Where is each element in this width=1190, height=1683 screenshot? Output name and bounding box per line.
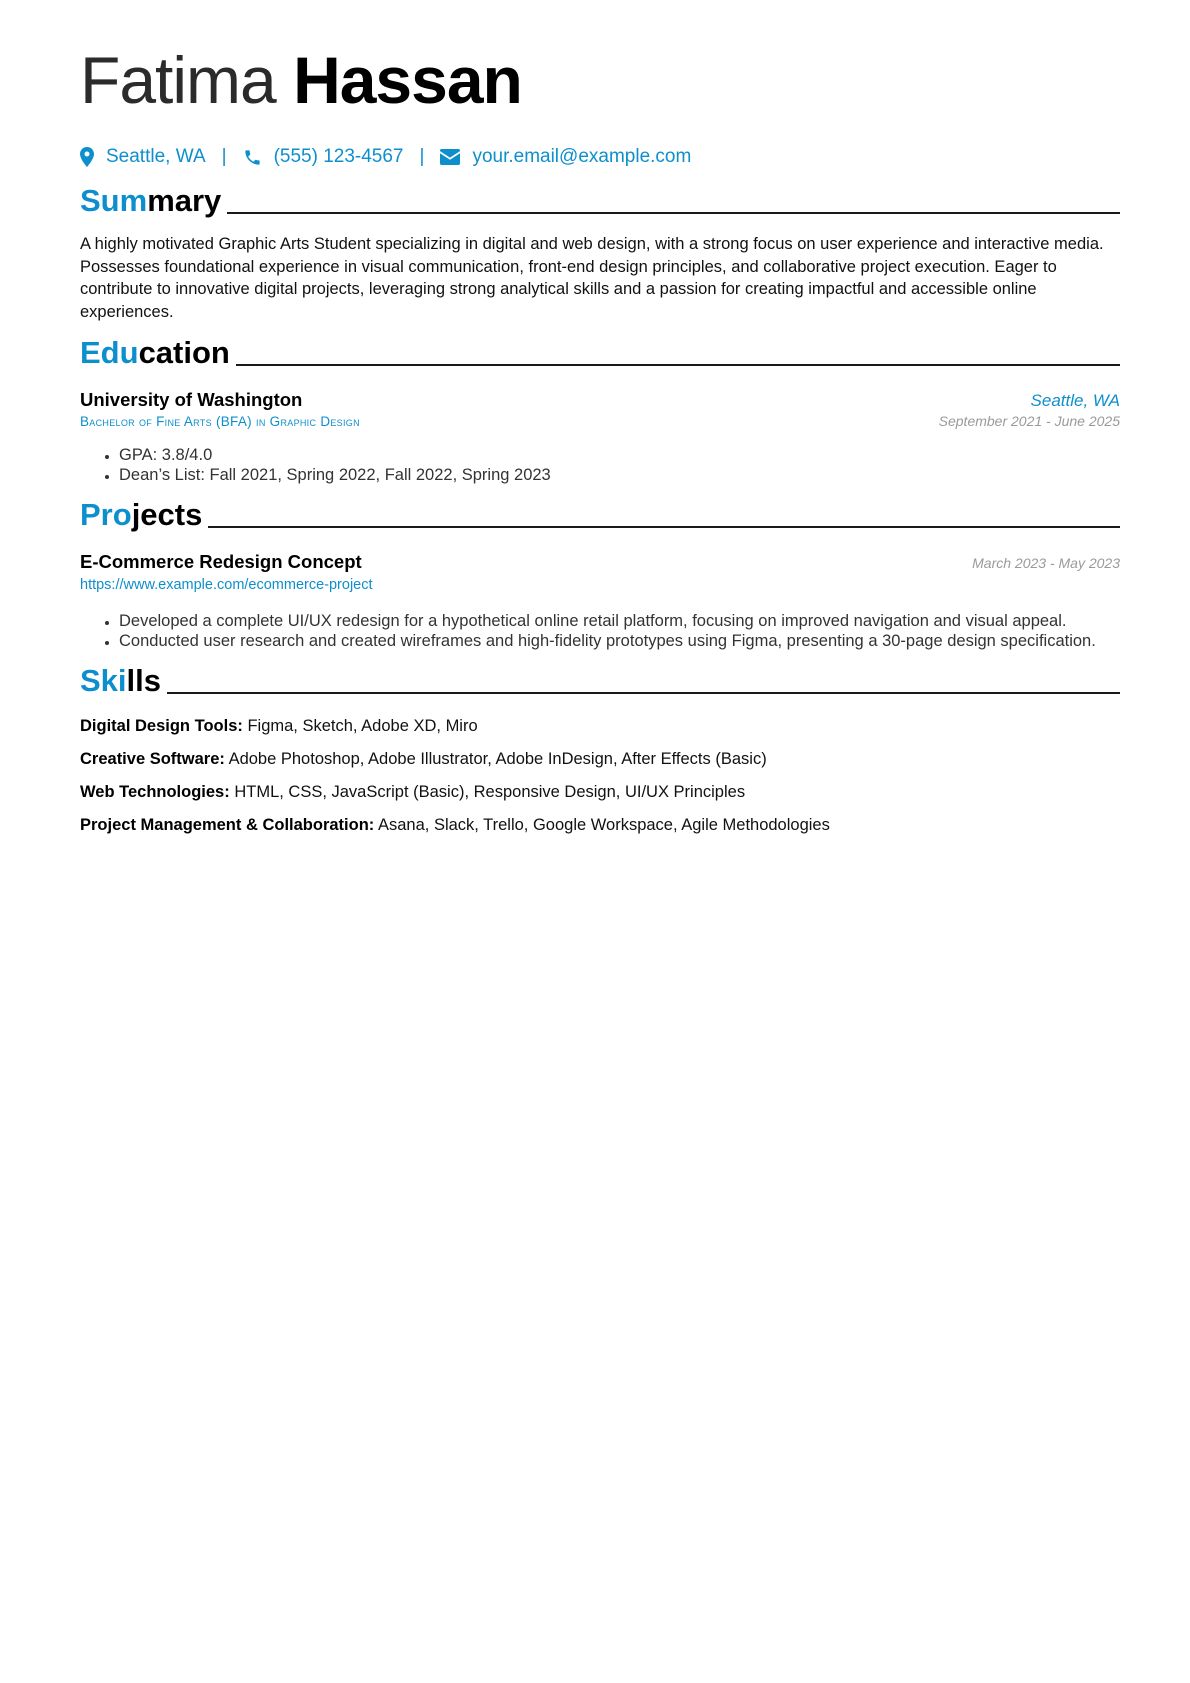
- section-divider: [227, 212, 1120, 214]
- skills-list: [80, 715, 1120, 836]
- section-title: Summary: [80, 183, 222, 218]
- project-dates: March 2023 - May 2023: [972, 555, 1120, 571]
- skill-row: Project Management & Collaboration: Asana, Slack, Trello, Google Workspace, Agile Methodologies: [80, 816, 830, 834]
- resume-page: [80, 40, 1120, 847]
- education-entry: [80, 389, 1120, 485]
- section-divider: [208, 526, 1120, 528]
- phone-icon: [243, 148, 262, 167]
- project-entry: [80, 551, 1120, 651]
- map-marker-icon: [80, 147, 94, 167]
- candidate-name: [80, 40, 1120, 120]
- section-title: Education: [80, 335, 230, 370]
- envelope-icon: [440, 149, 460, 165]
- skill-row: Web Technologies: HTML, CSS, JavaScript (Basic), Responsive Design, UI/UX Principles: [80, 783, 746, 801]
- section-divider: [167, 692, 1120, 694]
- project-title: E-Commerce Redesign Concept: [80, 551, 362, 572]
- project-link[interactable]: https://www.example.com/ecommerce-project: [80, 577, 373, 593]
- summary-section-heading: [80, 181, 1120, 219]
- contact-separator: |: [419, 146, 425, 167]
- list-item: • Dean’s List: Fall 2021, Spring 2022, Fall 2022, Spring 2023: [119, 465, 1120, 485]
- location-text: Seattle, WA: [106, 146, 206, 167]
- list-item: • Developed a complete UI/UX redesign for a hypothetical online retail platform, focusing on improved navigation and visual appeal.: [119, 611, 1120, 631]
- contact-location: [80, 146, 206, 168]
- project-bullets: [80, 611, 1120, 651]
- summary-text: A highly motivated Graphic Arts Student specializing in digital and web design, with a strong focus on user experience and interactive media. Possesses foundational experience in visual communication, front-end design principles, and collaborative project execution. Eager to contribute to innovative digital projects, leveraging strong analytical skills and a passion for creating impactful and accessible online experiences.: [80, 235, 1104, 321]
- list-item: • Conducted user research and created wireframes and high-fidelity prototypes using Figma, presenting a 30-page design specification.: [119, 631, 1120, 651]
- section-title: Projects: [80, 497, 203, 532]
- section-title: Skills: [80, 663, 161, 698]
- skill-row: Digital Design Tools: Figma, Sketch, Adobe XD, Miro: [80, 717, 478, 735]
- contact-bar: [80, 143, 1120, 171]
- section-divider: [236, 364, 1120, 366]
- education-bullets: [80, 445, 1120, 485]
- education-section-heading: [80, 333, 1120, 371]
- list-item: • GPA: 3.8/4.0: [119, 445, 1120, 465]
- institution-name: University of Washington: [80, 389, 303, 410]
- degree-name: Bachelor of Fine Arts (BFA) in Graphic Design: [80, 414, 360, 429]
- institution-location: Seattle, WA: [1030, 391, 1120, 410]
- skill-row: Creative Software: Adobe Photoshop, Adobe Illustrator, Adobe InDesign, After Effects (Basic): [80, 750, 767, 768]
- last-name: Hassan: [293, 43, 522, 117]
- education-dates: September 2021 - June 2025: [938, 413, 1120, 429]
- contact-separator: |: [221, 146, 227, 167]
- contact-phone[interactable]: [243, 146, 404, 168]
- email-link: your.email@example.com: [472, 146, 692, 167]
- projects-section-heading: [80, 495, 1120, 533]
- skills-section-heading: [80, 661, 1120, 699]
- contact-email[interactable]: [440, 146, 691, 168]
- first-name: Fatima: [80, 43, 276, 117]
- phone-text: (555) 123-4567: [273, 146, 404, 167]
